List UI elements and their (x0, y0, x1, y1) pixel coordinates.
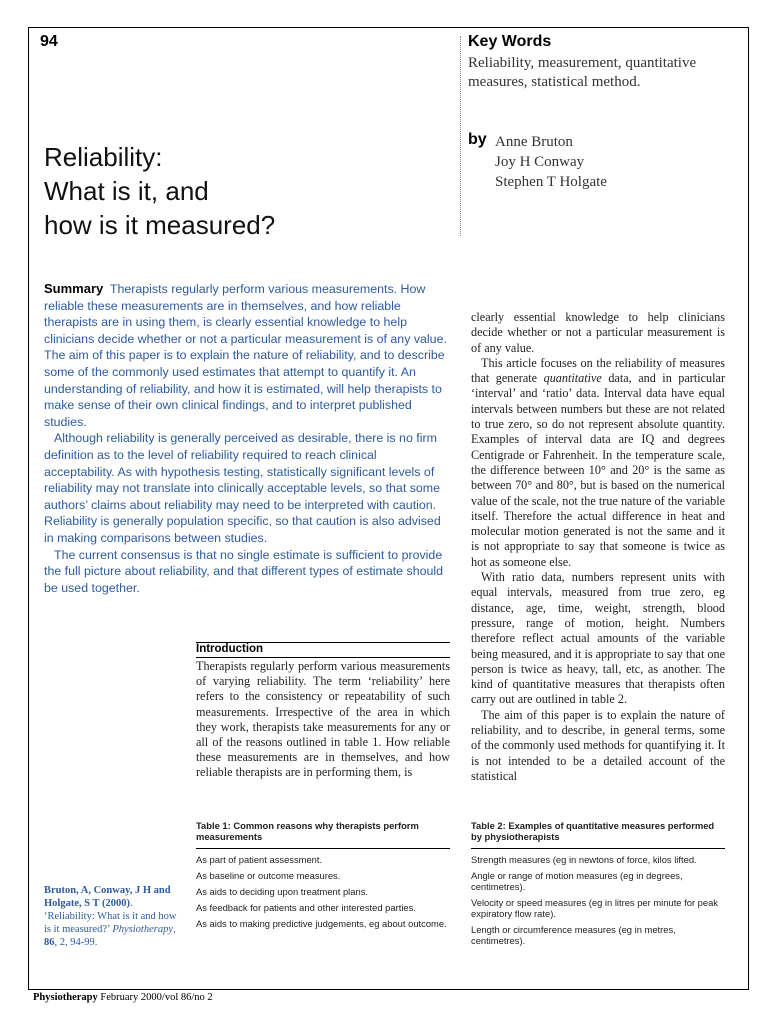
table-row: As part of patient assessment. (196, 854, 323, 865)
table-2 (471, 820, 725, 946)
author-name: Stephen T Holgate (495, 174, 607, 190)
keywords-heading: Key Words (468, 33, 552, 50)
article-title (44, 140, 275, 242)
byline-label: by (468, 131, 487, 148)
introduction-body (196, 659, 450, 781)
keywords-text: Reliability, measurement, quantitative measures, statistical method. (468, 55, 697, 90)
body-paragraph-3: With ratio data, numbers represent units with equal intervals, measured from true zero, eg distance, age, time, weight, strength, blood pressure, range of motion, height. Numbers therefore reflect actual amounts of the variable being measured, and it is appropriate to say that one person is twice as heavy, tall, etc, as another. The kind of quantitative measures that therapists often carry out are outlined in table 2. (471, 570, 725, 707)
footer-issue: February 2000/vol 86/no 2 (97, 992, 213, 1003)
summary-section (44, 281, 450, 596)
header-divider (460, 36, 461, 236)
table-row: Angle or range of motion measures (eg in degrees, centimetres). (471, 870, 683, 892)
citation-volume: 86 (44, 937, 55, 948)
title-line-1: Reliability: (44, 142, 163, 172)
emphasis-quantitative: quantitative (543, 371, 602, 386)
summary-paragraph-1: Therapists regularly perform various measurements. How reliable these measurements are in themselves, and how reliable therapists are in using them, is clearly essential knowledge to help clinicians decide whether or not a particular measurement is of any value. The aim of this paper is to explain the nature of reliability, and to describe some of the commonly used estimates that attempt to quantify it. An understanding of reliability, and how it is estimated, will help therapists to make sense of their own clinical findings, and to interpret published studies. (44, 282, 447, 429)
table-1-caption: Table 1: Common reasons why therapists perform measurements (196, 820, 450, 849)
author-name: Anne Bruton (495, 134, 573, 150)
introduction-paragraph: Therapists regularly perform various measurements of varying reliability. The term ‘reliability’ here refers to the consistency or repeatability of such measurements. Irrespective of the area in which they work, therapists take measurements for any or all of the reasons outlined in table 1. How reliable these measurements are in themselves, and how reliable therapists are in performing them, is (196, 659, 450, 780)
table-row: Strength measures (eg in newtons of force, kilos lifted. (471, 854, 697, 865)
table-1 (196, 820, 450, 929)
table-row: As feedback for patients and other interested parties. (196, 902, 416, 913)
citation: Bruton, A, Conway, J H and Holgate, S T (2000). ‘Reliability: What is it and how is it measured?’ Physiotherapy, 86, 2, 94-99. (44, 885, 177, 948)
right-column-body (471, 310, 725, 784)
summary-label: Summary (44, 281, 104, 296)
author-name: Joy H Conway (495, 154, 585, 170)
table-row: As aids to making predictive judgements, eg about outcome. (196, 918, 447, 929)
table-row: As aids to deciding upon treatment plans. (196, 886, 368, 897)
table-row: As baseline or outcome measures. (196, 870, 341, 881)
body-paragraph-2: This article focuses on the reliability of measures that generate quantitative data, and in particular ‘interval’ and ‘ratio’ data. Interval data have equal intervals between numbers but these are not related to true zero, so do not represent absolute quantity. Examples of interval data are IQ and degrees Centigrade or Fahrenheit. In the temperature scale, the difference between 10° and 20° is the same as between 70° and 80°, but is based on the numerical value of the scale, not the true nature of the variable itself. Therefore the actual difference in heat and molecular motion generated is not the same and it is not appropriate to say that someone is twice as hot as someone else. (471, 355, 725, 569)
body-paragraph-4: The aim of this paper is to explain the nature of reliability, and to describe, in general terms, some of the commonly used methods for quantifying it. It is not intended to be a detailed account of the statistical (471, 707, 725, 783)
summary-paragraph-2: Although reliability is generally perceived as desirable, there is no firm definition as to the level of reliability required to reach clinical acceptability. As with hypothesis testing, statistically significant levels of reliability may not translate into clinically acceptable levels, so that some authors’ claims about reliability may need to be interpreted with caution. Reliability is generally population specific, so that caution is also advised in making comparisons between studies. (44, 431, 441, 545)
table-row: Velocity or speed measures (eg in litres per minute for peak expiratory flow rate). (471, 897, 718, 919)
table-row: Length or circumference measures (eg in metres, centimetres). (471, 924, 676, 946)
table-2-caption: Table 2: Examples of quantitative measures performed by physiotherapists (471, 820, 725, 849)
citation-authors: Bruton, A, Conway, J H and Holgate, S T (2000) (44, 885, 171, 909)
summary-paragraph-3: The current consensus is that no single estimate is sufficient to provide the full picture about reliability, and that different types of estimate should be used together. (44, 547, 444, 595)
author-list (495, 132, 607, 192)
footer-journal: Physiotherapy (33, 992, 98, 1003)
introduction-heading: Introduction (196, 643, 264, 655)
title-line-3: how is it measured? (44, 210, 276, 240)
citation-journal: Physiotherapy (112, 924, 173, 935)
body-paragraph-1: clearly essential knowledge to help clinicians decide whether or not a particular measurement is of any value. (471, 310, 725, 355)
page-number: 94 (40, 33, 58, 50)
page-footer (33, 992, 213, 1003)
introduction-bottom-rule (196, 657, 450, 658)
title-line-2: What is it, and (44, 176, 209, 206)
